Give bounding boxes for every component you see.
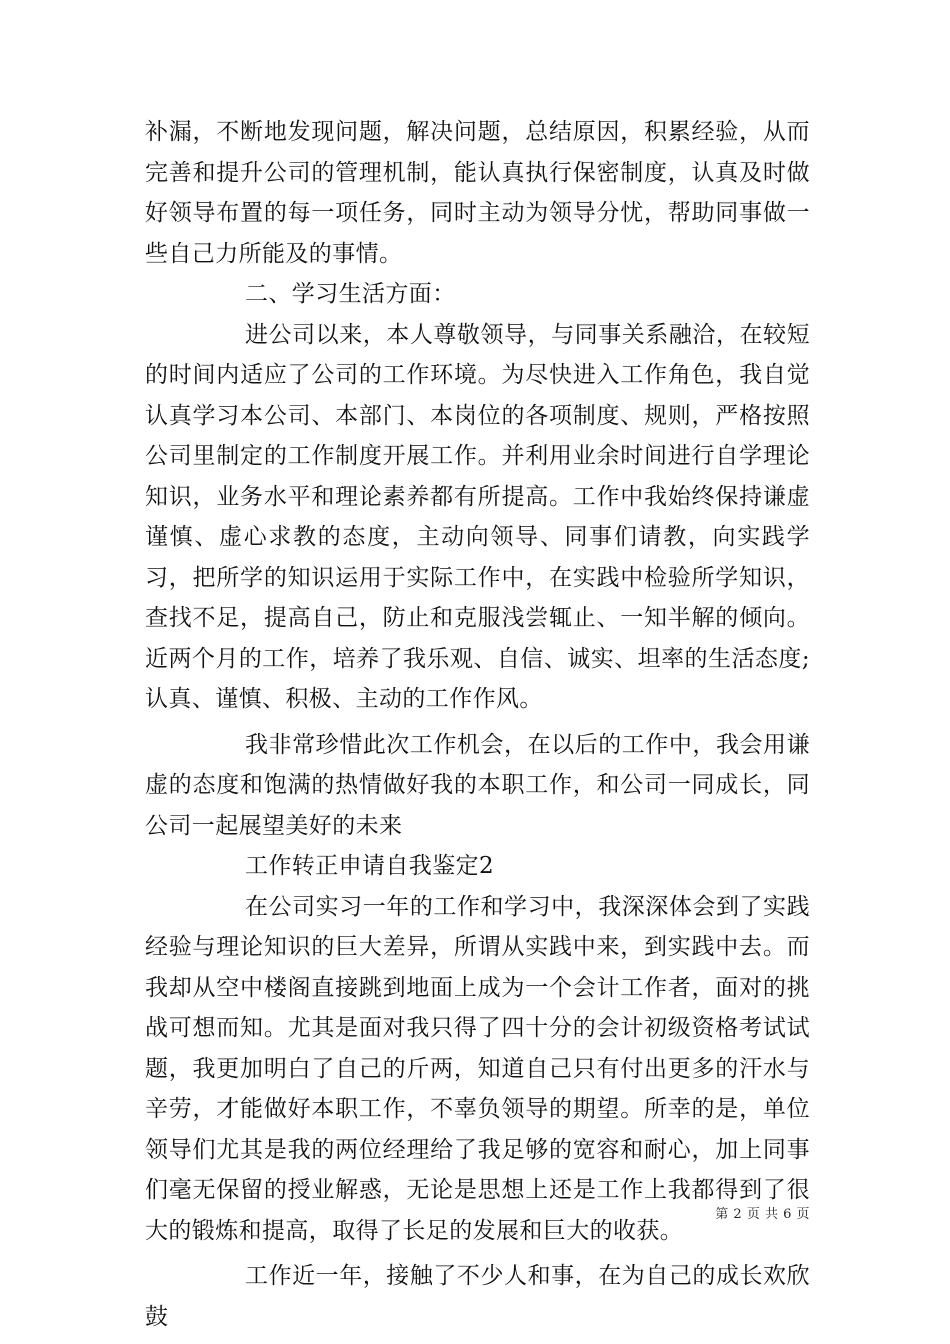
paragraph-continuation: 补漏，不断地发现问题，解决问题，总结原因，积累经验，从而完善和提升公司的管理机制，能认真执行保密制度，认真及时做好领导布置的每一项任务，同时主动为领导分忧，帮助同事做一些自己力所能及的事情。 bbox=[145, 119, 810, 267]
paragraph-work-year: 工作近一年，接触了不少人和事，在为自己的成长欢欣鼓 bbox=[145, 1263, 810, 1330]
page-number: 第 2 页 共 6 页 bbox=[715, 1207, 810, 1222]
paragraph-internship: 在公司实习一年的工作和学习中，我深深体会到了实践经验与理论知识的巨大差异，所谓从实践中来，到实践中去。而我却从空中楼阁直接跳到地面上成为一个会计工作者，面对的挑战可想而知。尤其是面对我只得了四十分的会计初级资格考试试题，我更加明白了自己的斤两，知道自己只有付出更多的汗水与辛劳，才能做好本职工作，不辜负领导的期望。所幸的是，单位领导们尤其是我的两位经理给了我足够的宽容和耐心，加上同事们毫无保留的授业解惑，无论是思想上还是工作上我都得到了很大的锻炼和提高，取得了长足的发展和巨大的收获。 bbox=[145, 893, 810, 1244]
document-body bbox=[145, 112, 810, 1337]
section-title-self-appraisal-2: 工作转正申请自我鉴定2 bbox=[245, 853, 495, 879]
paragraph-closing: 我非常珍惜此次工作机会，在以后的工作中，我会用谦虚的态度和饱满的热情做好我的本职工作，和公司一同成长，同公司一起展望美好的未来 bbox=[145, 731, 810, 839]
section-heading-study-life: 二、学习生活方面： bbox=[245, 281, 456, 307]
paragraph-study-life: 进公司以来，本人尊敬领导，与同事关系融洽，在较短的时间内适应了公司的工作环境。为尽快进入工作角色，我自觉认真学习本公司、本部门、本岗位的各项制度、规则，严格按照公司里制定的工作制度开展工作。并利用业余时间进行自学理论知识，业务水平和理论素养都有所提高。工作中我始终保持谦虚谨慎、虚心求教的态度，主动向领导、同事们请教，向实践学习，把所学的知识运用于实际工作中，在实践中检验所学知识，查找不足，提高自己，防止和克服浅尝辄止、一知半解的倾向。近两个月的工作，培养了我乐观、自信、诚实、坦率的生活态度;认真、谨慎、积极、主动的工作作风。 bbox=[145, 321, 810, 712]
